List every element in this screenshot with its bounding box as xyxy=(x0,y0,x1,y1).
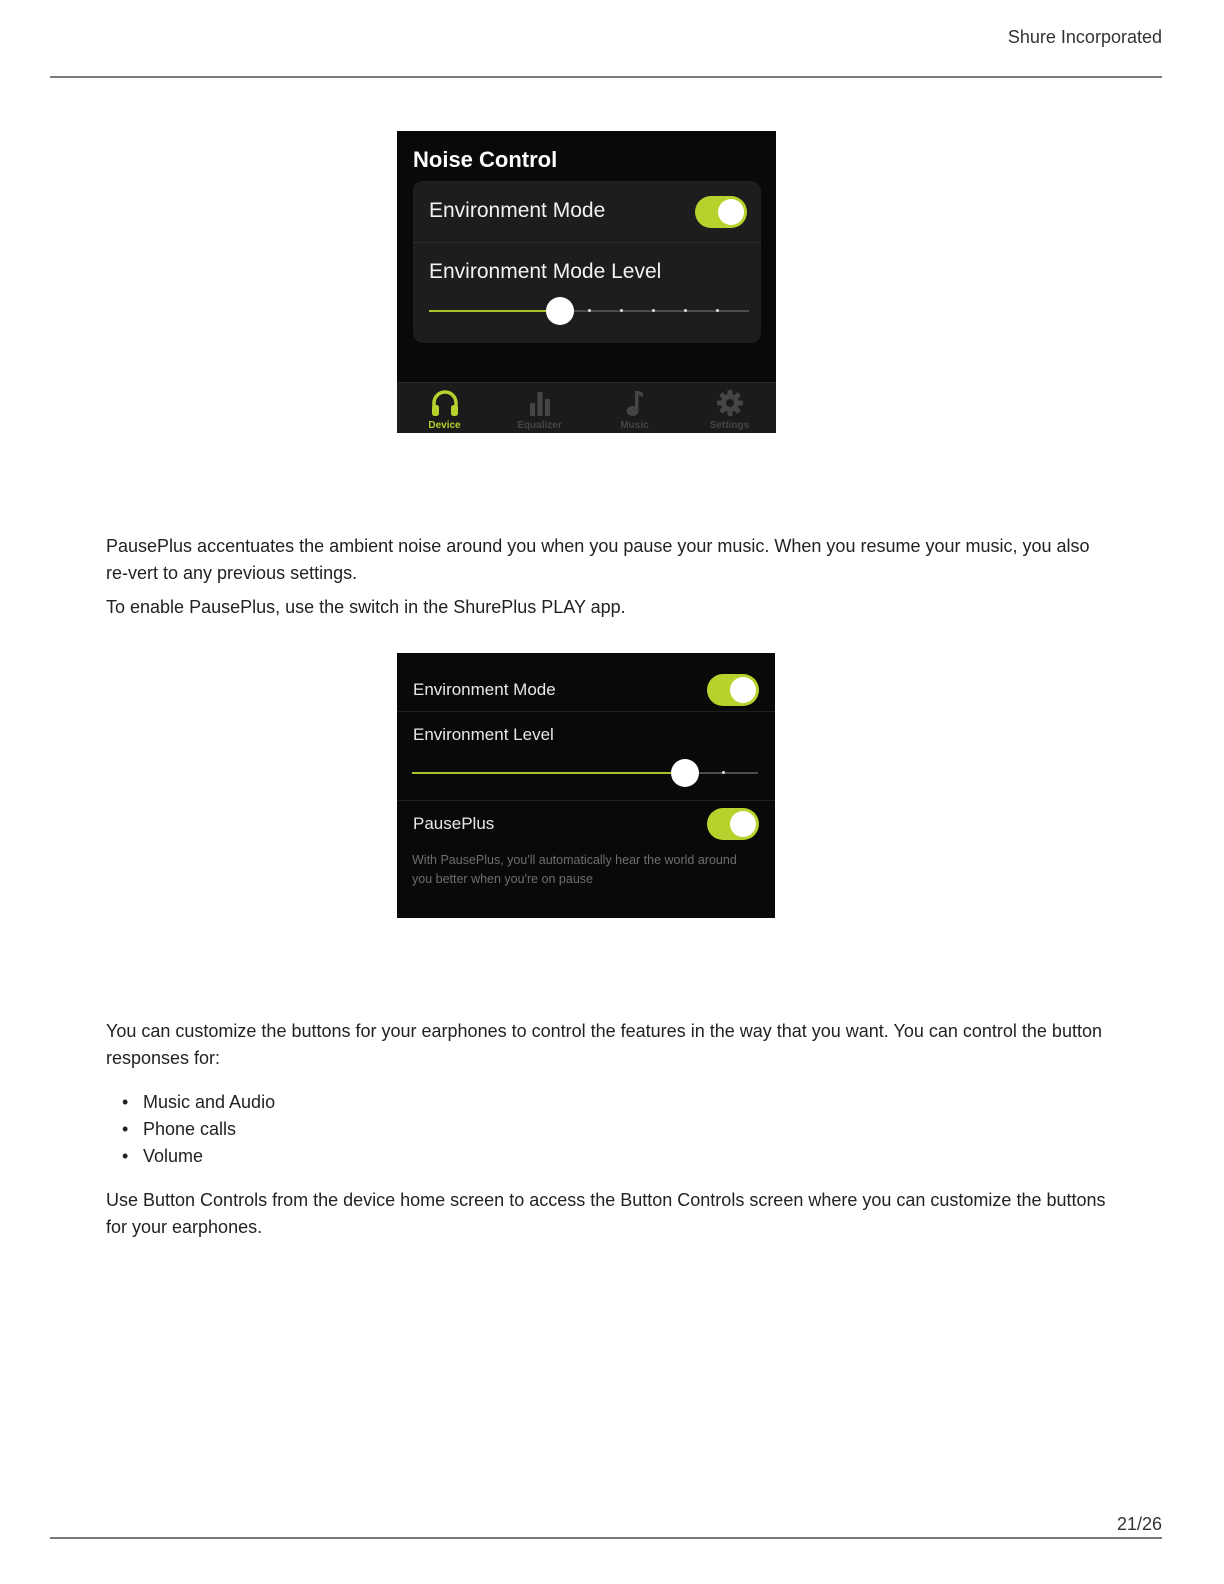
tab-device[interactable] xyxy=(397,383,492,433)
noise-control-title: Noise Control xyxy=(413,147,558,172)
toggle-knob xyxy=(730,677,756,703)
slider-tick xyxy=(652,309,655,312)
slider-tick xyxy=(684,309,687,312)
headphones-icon xyxy=(430,389,460,417)
environment-mode-toggle[interactable] xyxy=(695,196,747,228)
pauseplus-label: PausePlus xyxy=(413,814,495,833)
slider-tick xyxy=(716,309,719,312)
bullet-icon: • xyxy=(122,1119,129,1139)
card-divider xyxy=(413,242,761,243)
environment-mode-label: Environment Mode xyxy=(413,680,556,699)
list-item-text: Phone calls xyxy=(143,1119,237,1139)
tab-equalizer[interactable] xyxy=(492,383,587,433)
slider-thumb[interactable] xyxy=(546,297,574,325)
tab-label: Settings xyxy=(709,420,750,431)
pauseplus-toggle[interactable] xyxy=(707,808,759,840)
environment-mode-level-slider[interactable] xyxy=(429,310,749,312)
list-item xyxy=(122,1116,275,1143)
button-responses-list xyxy=(122,1089,275,1170)
toggle-knob xyxy=(730,811,756,837)
list-item-text: Volume xyxy=(143,1146,204,1166)
music-note-icon xyxy=(620,389,650,417)
environment-level-label: Environment Level xyxy=(413,725,554,744)
environment-mode-label: Environment Mode xyxy=(429,199,606,222)
slider-fill xyxy=(412,772,685,774)
environment-mode-toggle[interactable] xyxy=(707,674,759,706)
tab-label: Device xyxy=(428,420,461,431)
row-divider xyxy=(397,800,775,801)
buttons-access-paragraph: Use Button Controls from the device home screen to access the Button Controls screen where you can customize the buttons for your earphones. xyxy=(106,1190,1106,1237)
toggle-knob xyxy=(718,199,744,225)
noise-control-screenshot xyxy=(397,131,776,433)
tab-settings[interactable] xyxy=(682,383,776,433)
slider-tick xyxy=(588,309,591,312)
pauseplus-screenshot xyxy=(397,653,775,918)
buttons-intro-paragraph: You can customize the buttons for your earphones to control the features in the way that you want. You can control the button responses for: xyxy=(106,1021,1102,1068)
gear-icon xyxy=(715,389,745,417)
environment-mode-level-label: Environment Mode Level xyxy=(429,260,662,283)
equalizer-icon xyxy=(525,389,555,417)
slider-fill xyxy=(429,310,560,312)
list-item-text: Music and Audio xyxy=(143,1092,276,1112)
tab-music[interactable] xyxy=(587,383,682,433)
environment-level-slider[interactable] xyxy=(412,772,758,774)
bullet-icon: • xyxy=(122,1092,129,1112)
row-divider xyxy=(397,711,775,712)
slider-tick xyxy=(620,309,623,312)
list-item xyxy=(122,1143,275,1170)
pauseplus-note: With PausePlus, you'll automatically hear the world around you better when you're on pause xyxy=(412,853,737,886)
tab-label: Music xyxy=(620,420,649,431)
slider-thumb[interactable] xyxy=(671,759,699,787)
bullet-icon: • xyxy=(122,1146,129,1166)
header-company: Shure Incorporated xyxy=(1007,27,1162,47)
page-number: 21/26 xyxy=(1116,1514,1162,1534)
pauseplus-intro-paragraph: PausePlus accentuates the ambient noise around you when you pause your music. When you resume your music, you also re-vert to any previous settings. xyxy=(106,536,1090,583)
footer-rule xyxy=(50,1537,1162,1539)
noise-control-card xyxy=(413,181,761,343)
header-rule xyxy=(50,76,1162,78)
tab-bar xyxy=(397,382,776,433)
slider-tick xyxy=(722,771,725,774)
list-item xyxy=(122,1089,275,1116)
tab-label: Equalizer xyxy=(517,420,562,431)
pauseplus-enable-paragraph: To enable PausePlus, use the switch in the ShurePlus PLAY app. xyxy=(106,597,626,617)
